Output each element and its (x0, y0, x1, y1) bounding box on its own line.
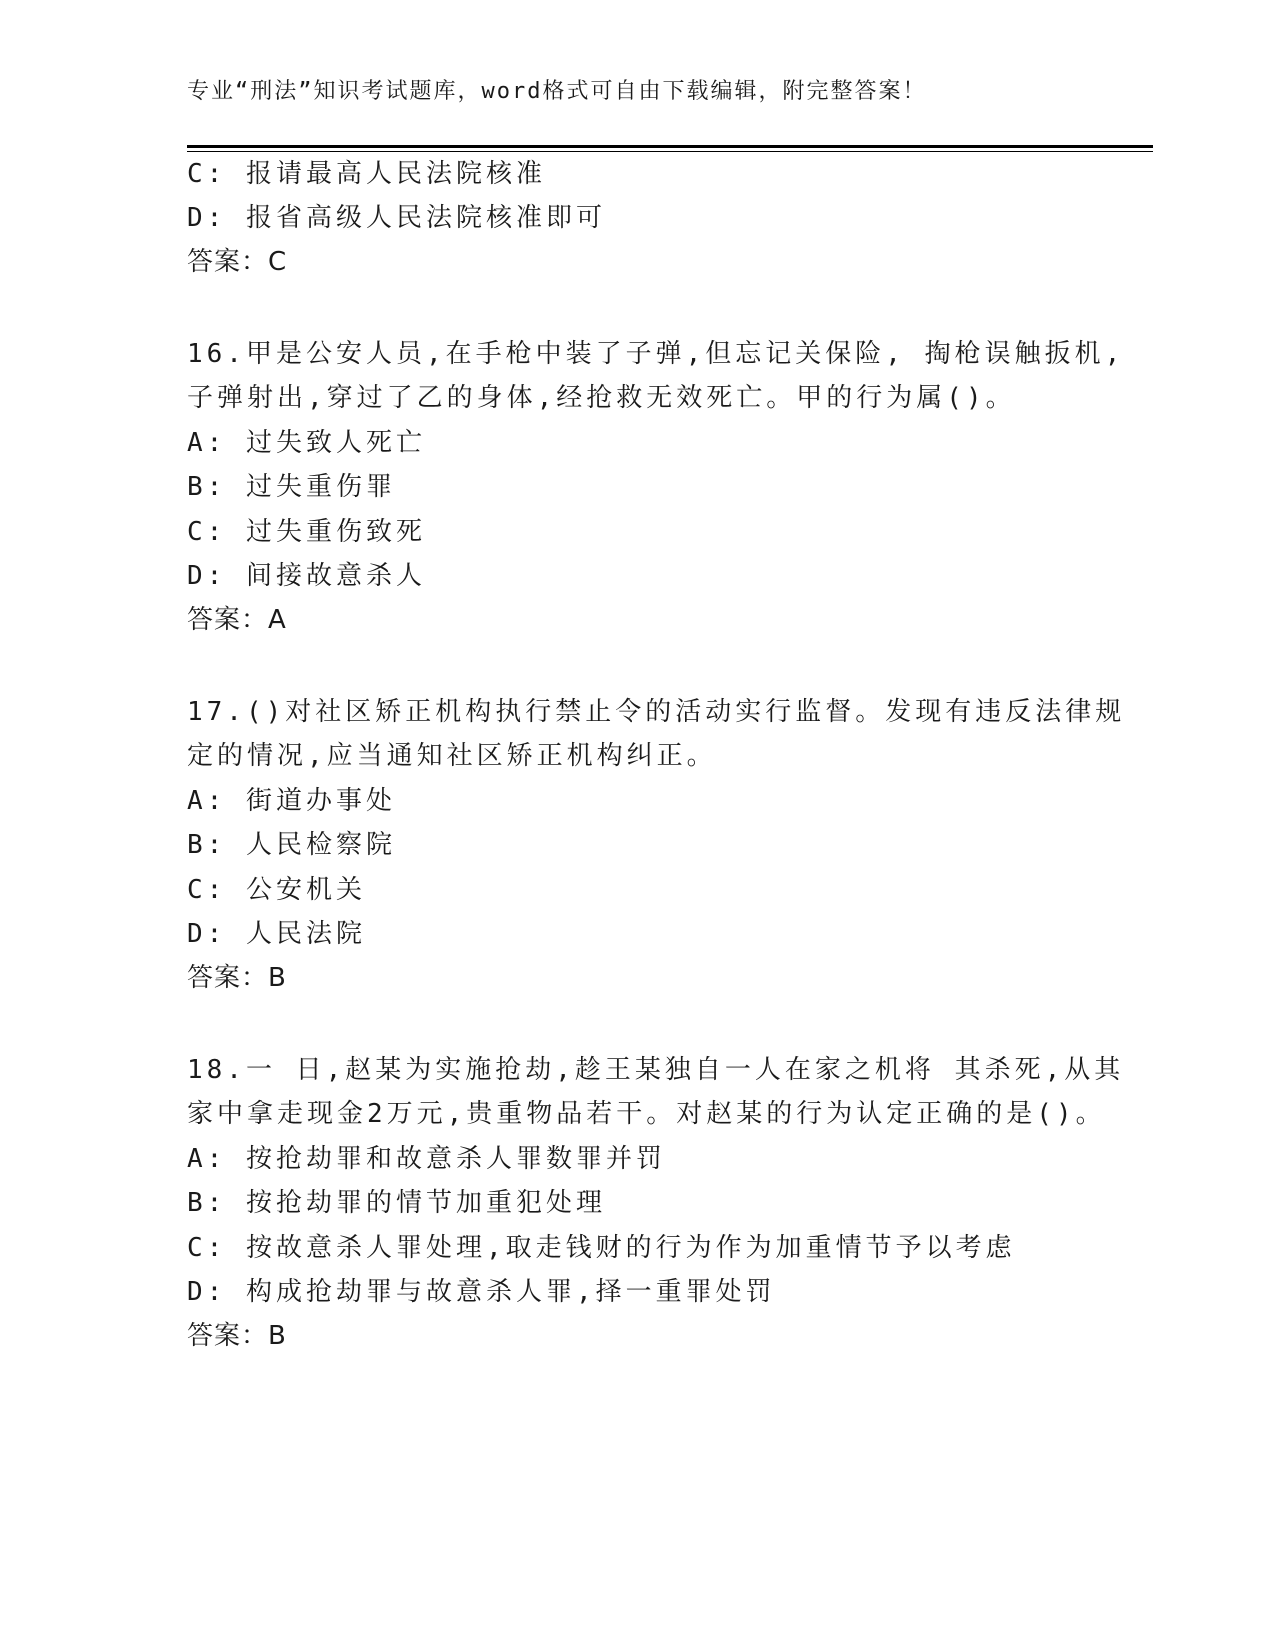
question-18-stem-2: 家中拿走现金2万元,贵重物品若干。对赵某的行为认定正确的是()。 (187, 1099, 1106, 1129)
question-16-option-b: B: 过失重伤罪 (187, 472, 396, 502)
question-18-option-d: D: 构成抢劫罪与故意杀人罪,择一重罪处罚 (187, 1277, 776, 1307)
question-17-stem-1: 17.()对社区矫正机构执行禁止令的活动实行监督。发现有违反法律规 (187, 697, 1126, 727)
question-17-option-b: B: 人民检察院 (187, 830, 396, 860)
question-17-stem-2: 定的情况,应当通知社区矫正机构纠正。 (187, 741, 717, 771)
question-16-answer: 答案：A (187, 605, 287, 635)
question-18-option-a: A: 按抢劫罪和故意杀人罪数罪并罚 (187, 1144, 666, 1174)
question-18-stem-1: 18.一 日,赵某为实施抢劫,趁王某独自一人在家之机将 其杀死,从其 (187, 1055, 1125, 1085)
question-16-option-a: A: 过失致人死亡 (187, 428, 426, 458)
question-16-stem-2: 子弹射出,穿过了乙的身体,经抢救无效死亡。甲的行为属()。 (187, 383, 1016, 413)
question-17-answer: 答案：B (187, 963, 287, 993)
question-18-option-b: B: 按抢劫罪的情节加重犯处理 (187, 1188, 606, 1218)
answer-line: 答案：C (187, 247, 288, 277)
question-17-option-a: A: 街道办事处 (187, 786, 396, 816)
question-17-option-d: D: 人民法院 (187, 919, 366, 949)
question-17-option-c: C: 公安机关 (187, 875, 366, 905)
question-16-stem-1: 16.甲是公安人员,在手枪中装了子弹,但忘记关保险, 掏枪误触扳机, (187, 339, 1125, 369)
option-d: D: 报省高级人民法院核准即可 (187, 203, 606, 233)
question-18-option-c: C: 按故意杀人罪处理,取走钱财的行为作为加重情节予以考虑 (187, 1233, 1016, 1263)
question-16-option-c: C: 过失重伤致死 (187, 517, 426, 547)
header-rule-thin (187, 151, 1153, 152)
question-16-option-d: D: 间接故意杀人 (187, 561, 426, 591)
header-rule-thick (187, 145, 1153, 148)
option-c: C: 报请最高人民法院核准 (187, 159, 546, 189)
question-18-answer: 答案：B (187, 1321, 287, 1351)
page-header: 专业“刑法”知识考试题库，word格式可自由下载编辑，附完整答案！ (187, 79, 927, 104)
